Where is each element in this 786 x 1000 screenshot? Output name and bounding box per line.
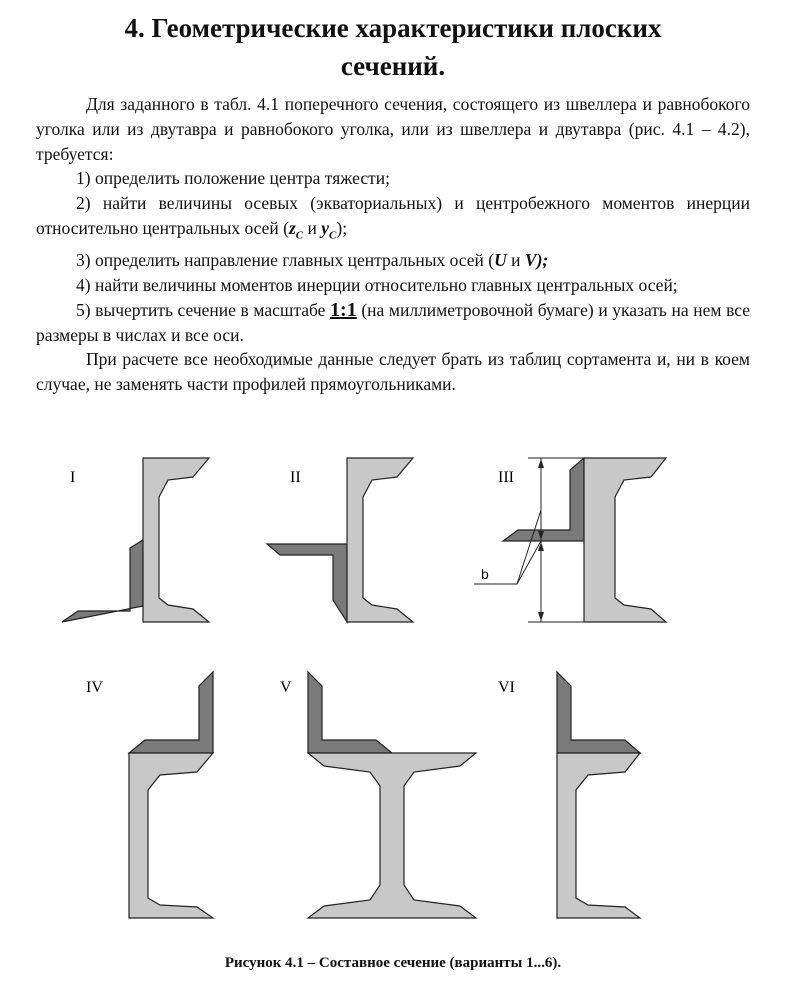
- page-title: 4. Геометрические характеристики плоских: [124, 13, 662, 43]
- body-text: [36, 92, 750, 397]
- angle-profile: [308, 672, 392, 753]
- i-beam-profile: [308, 753, 476, 918]
- scale-value: 1:1: [330, 298, 357, 321]
- channel-profile: [129, 753, 213, 918]
- note-paragraph: При расчете все необходимые данные следует брать из таблиц сортамента и, ни в коем случае, не заменять части профилей прямоугольниками.: [36, 349, 750, 395]
- channel-profile: [347, 458, 413, 622]
- channel-profile: [584, 458, 666, 622]
- variant-1: [62, 458, 209, 622]
- intro-paragraph: Для заданного в табл. 4.1 поперечного сечения, состоящего из швеллера и равнобокого уголка или из двутавра и равнобокого уголка, или из швеллера и двутавра (рис. 4.1 – 4.2), требуется:: [36, 94, 750, 164]
- task-1: 1) определить положение центра тяжести;: [76, 168, 390, 189]
- task-2-end: );: [336, 217, 348, 238]
- axis-z-subscript: C: [295, 229, 304, 242]
- variant-label: I: [70, 469, 76, 486]
- task-2-and: и: [303, 217, 322, 238]
- axis-z-symbol: z: [288, 217, 296, 238]
- task-5: [36, 298, 750, 348]
- variant-6: [498, 672, 640, 918]
- axis-y-subscript: C: [329, 229, 337, 242]
- variant-2: [267, 458, 413, 622]
- angle-profile: [129, 672, 213, 753]
- task-3-text: 3) определить направление главных центральных осей (: [76, 250, 495, 271]
- task-2: [36, 191, 750, 248]
- figure-4-1: [0, 448, 786, 948]
- axis-u-symbol: U: [494, 250, 507, 271]
- task-5-end: (на миллиметровочной бумаге) и указать на нем все размеры в числах и все оси.: [36, 299, 750, 345]
- task-4: 4) найти величины моментов инерции относительно главных центральных осей;: [76, 275, 678, 296]
- page-title-continued: сечений.: [340, 51, 446, 81]
- task-2-text: 2) найти величины осевых (экваториальных) и центробежного моментов инерции относительно центральных осей (: [36, 193, 750, 238]
- angle-profile: [557, 672, 640, 753]
- variant-label: VI: [498, 679, 515, 696]
- axis-v-symbol: V: [524, 250, 537, 271]
- variant-4: [86, 672, 213, 918]
- task-5-text: 5) вычертить сечение в масштабе: [76, 299, 331, 320]
- channel-profile: [557, 753, 640, 918]
- dimension-label-b: b: [481, 566, 489, 582]
- angle-profile: [62, 540, 143, 622]
- variant-label: V: [280, 679, 292, 696]
- angle-profile: [503, 458, 584, 541]
- variant-label: III: [498, 469, 514, 486]
- figure-caption: Рисунок 4.1 – Составное сечение (варианты 1...6).: [224, 955, 562, 971]
- task-3-and: и: [506, 250, 525, 271]
- angle-profile: [267, 544, 347, 622]
- variant-3: [474, 458, 666, 622]
- channel-profile: [143, 458, 209, 622]
- axis-y-symbol: y: [321, 217, 330, 238]
- task-3: [36, 248, 750, 273]
- variant-label: IV: [86, 679, 103, 696]
- variant-label: II: [290, 469, 301, 486]
- task-3-end: );: [536, 250, 549, 271]
- variant-5: [280, 672, 476, 918]
